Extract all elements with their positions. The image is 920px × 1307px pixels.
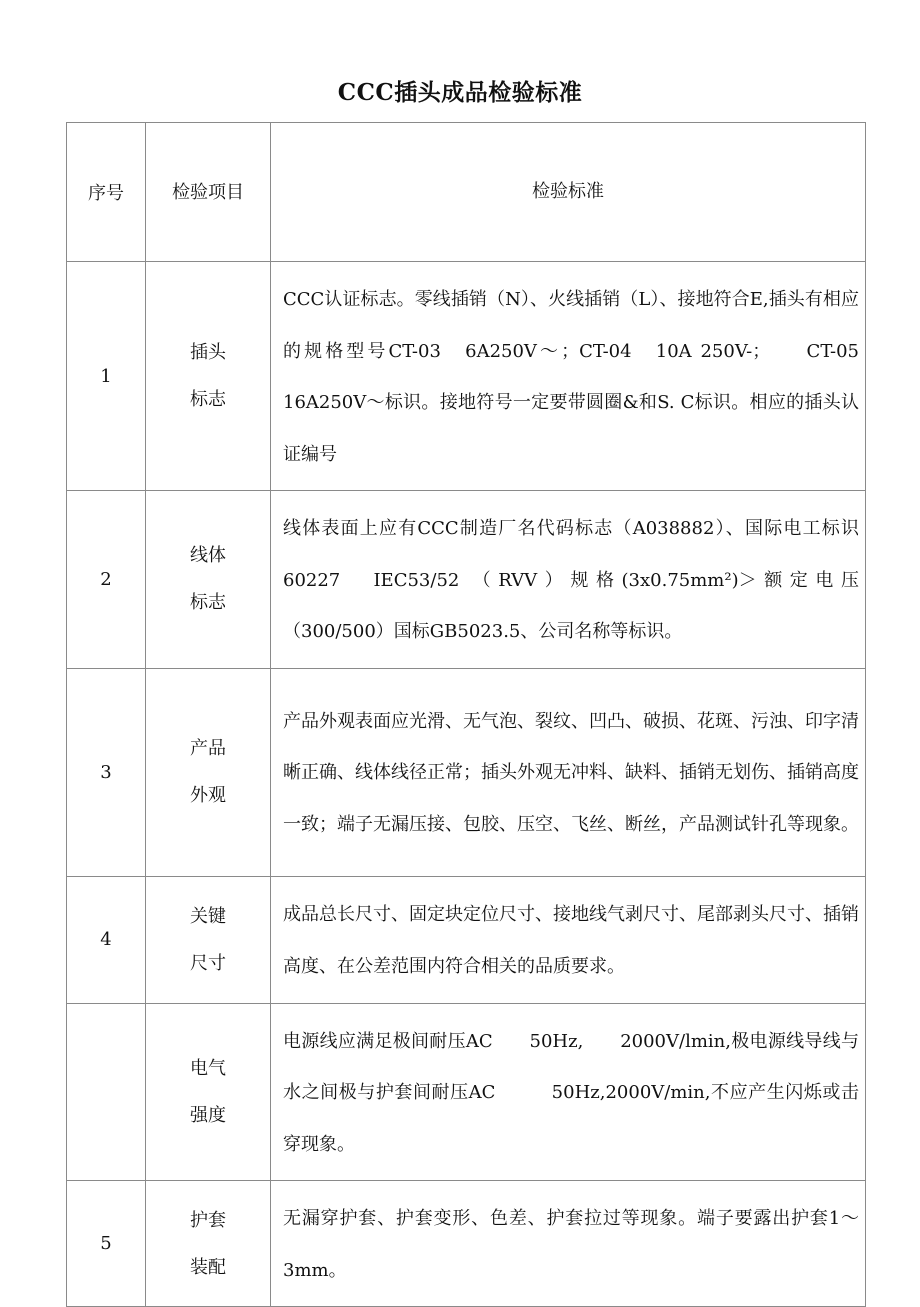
row-no: 4 — [67, 876, 146, 1003]
row-standard: 成品总长尺寸、固定块定位尺寸、接地线气剥尺寸、尾部剥头尺寸、插销高度、在公差范围内符合相关的品质要求。 — [271, 876, 866, 1003]
header-item: 检验项目 — [146, 123, 271, 262]
page-title: CCC插头成品检验标准 — [337, 79, 583, 106]
row-item: 电气强度 — [190, 1057, 226, 1126]
row-no: 5 — [67, 1181, 146, 1307]
row-no: 2 — [67, 491, 146, 669]
row-item: 护套装配 — [190, 1209, 226, 1278]
row-standard: 无漏穿护套、护套变形、色差、护套拉过等现象。端子要露出护套1～3mm。 — [271, 1181, 866, 1307]
table-header-row — [67, 123, 866, 262]
table-row — [67, 262, 866, 491]
table-row — [67, 1003, 866, 1181]
header-no: 序号 — [67, 123, 146, 262]
table-row — [67, 1181, 866, 1307]
inspection-standard-table — [66, 122, 895, 1307]
row-standard: 线体表面上应有CCC制造厂名代码标志（A038882）、国际电工标识 60227 IEC53/52 （RVV）规格(3x0.75mm²)＞额定电压（300/500）国标GB5023.5、公司名称等标识。 — [271, 491, 866, 669]
row-item: 线体标志 — [190, 545, 226, 614]
row-item: 插头标志 — [190, 342, 226, 410]
table-row — [67, 876, 866, 1003]
row-no: 3 — [67, 668, 146, 876]
table-row — [67, 668, 866, 876]
table-row — [67, 491, 866, 669]
header-standard: 检验标准 — [271, 123, 866, 262]
row-no: 1 — [67, 262, 146, 491]
row-standard: CCC认证标志。零线插销（N）、火线插销（L）、接地符合E,插头有相应的规格型号CT-03 6A250V～；CT-04 10A 250V-； CT-05 16A250V～标识。接地符号一定要带圆圈&和S. C标识。相应的插头认证编号 — [271, 262, 866, 491]
row-no — [67, 1003, 146, 1181]
row-item: 产品外观 — [190, 738, 226, 806]
row-standard: 电源线应满足极间耐压AC 50Hz, 2000V/lmin,极电源线导线与水之间极与护套间耐压AC 50Hz,2000V/min,不应产生闪烁或击穿现象。 — [271, 1003, 866, 1181]
row-standard: 产品外观表面应光滑、无气泡、裂纹、凹凸、破损、花斑、污浊、印字清晰正确、线体线径正常；插头外观无冲料、缺料、插销无划伤、插销高度一致；端子无漏压接、包胶、压空、飞丝、断丝，产品测试针孔等现象。 — [271, 668, 866, 876]
row-item: 关键尺寸 — [190, 905, 226, 974]
